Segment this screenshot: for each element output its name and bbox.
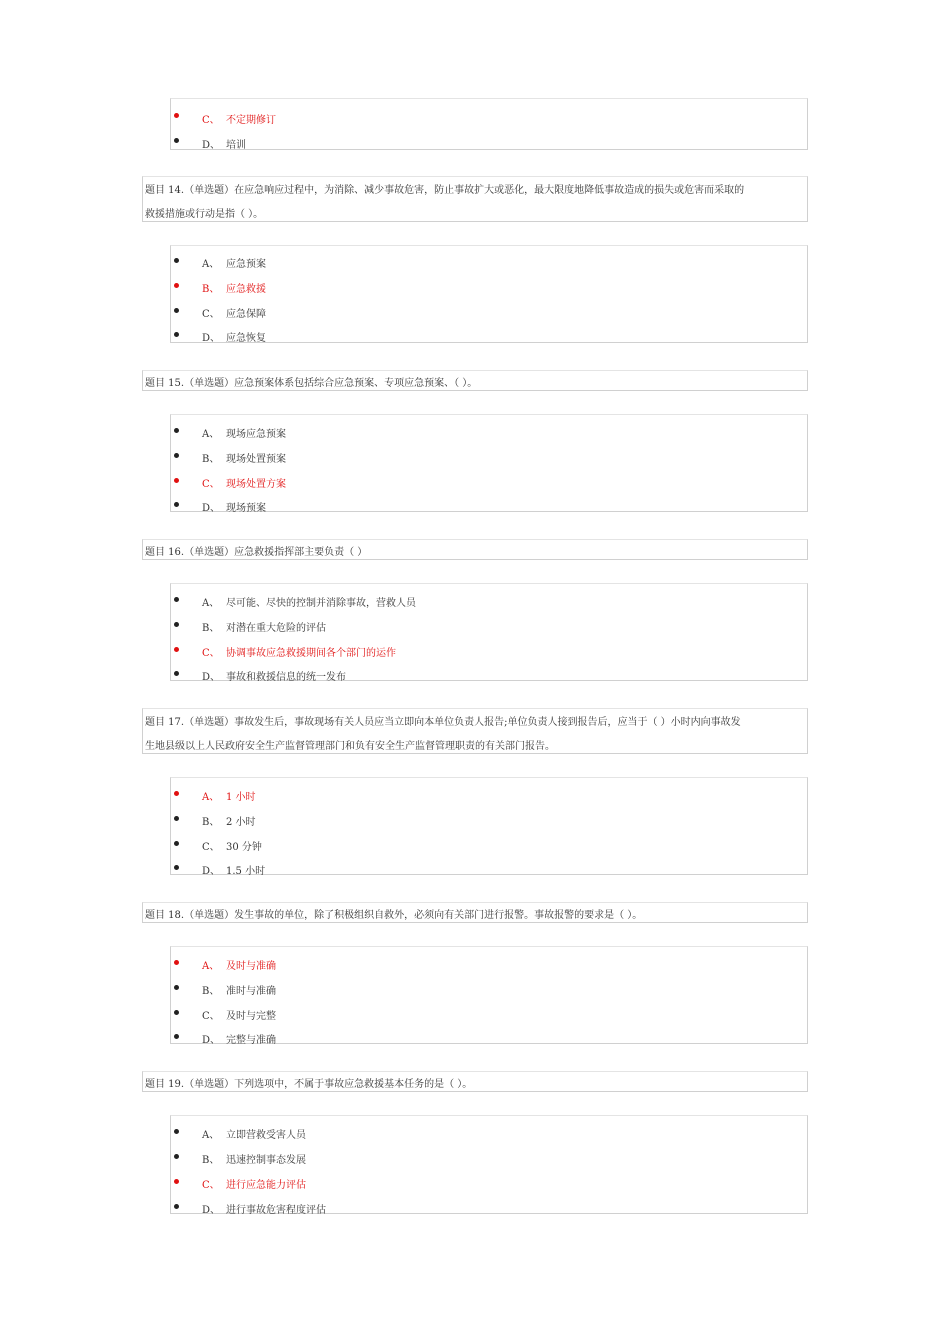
- bullet-icon: [174, 960, 179, 965]
- option-letter: B、: [202, 986, 220, 997]
- option-text: 1 小时: [226, 792, 256, 803]
- option-letter: B、: [202, 1155, 220, 1166]
- options-list-q16: [170, 583, 808, 681]
- option-letter: B、: [202, 284, 220, 295]
- option-letter: A、: [202, 961, 220, 972]
- option-letter: C、: [202, 309, 220, 320]
- bullet-icon: [174, 283, 179, 288]
- option-text: 进行应急能力评估: [226, 1180, 306, 1191]
- bullet-icon: [174, 671, 179, 676]
- option-text: 2 小时: [226, 817, 256, 828]
- bullet-icon: [174, 1204, 179, 1209]
- option-letter: D、: [202, 1035, 221, 1046]
- option-text: 现场处置预案: [226, 454, 286, 465]
- option-text: 应急预案: [226, 259, 266, 270]
- option-text: 不定期修订: [226, 115, 276, 126]
- option-letter: D、: [202, 503, 221, 514]
- option-text: 准时与准确: [226, 986, 276, 997]
- option-text: 进行事故危害程度评估: [226, 1205, 326, 1216]
- options-list-q14: [170, 245, 808, 343]
- bullet-icon: [174, 647, 179, 652]
- bullet-icon: [174, 1129, 179, 1134]
- option-text: 应急恢复: [226, 333, 266, 344]
- bullet-icon: [174, 332, 179, 337]
- question-text-line1: 题目 18.（单选题）发生事故的单位，除了积极组织自救外，必须向有关部门进行报警。事故报警的要求是（ ）。: [145, 910, 643, 921]
- option-text: 现场应急预案: [226, 429, 286, 440]
- question-text-line1: 题目 14.（单选题）在应急响应过程中，为消除、减少事故危害，防止事故扩大或恶化，最大限度地降低事故造成的损失或危害而采取的: [145, 185, 745, 196]
- question-text-line1: 题目 15.（单选题）应急预案体系包括综合应急预案、专项应急预案、（ ）。: [145, 378, 478, 389]
- option-text: 对潜在重大危险的评估: [226, 623, 326, 634]
- option-text: 迅速控制事态发展: [226, 1155, 306, 1166]
- option-letter: A、: [202, 598, 220, 609]
- bullet-icon: [174, 1179, 179, 1184]
- option-letter: D、: [202, 866, 221, 877]
- bullet-icon: [174, 1034, 179, 1039]
- option-letter: A、: [202, 429, 220, 440]
- options-list-q19: [170, 1115, 808, 1214]
- option-text: 培训: [226, 140, 246, 151]
- option-text: 尽可能、尽快的控制并消除事故，营救人员: [226, 598, 416, 609]
- option-text: 30 分钟: [226, 842, 262, 853]
- bullet-icon: [174, 308, 179, 313]
- question-text-line1: 题目 19.（单选题）下列选项中，不属于事故应急救援基本任务的是（ ）。: [145, 1079, 473, 1090]
- option-text: 及时与准确: [226, 961, 276, 972]
- question-16: [142, 539, 808, 560]
- option-text: 事故和救援信息的统一发布: [226, 672, 346, 683]
- bullet-icon: [174, 1010, 179, 1015]
- bullet-icon: [174, 1154, 179, 1159]
- question-text-line2: 生地县级以上人民政府安全生产监督管理部门和负有安全生产监督管理职责的有关部门报告。: [145, 741, 555, 752]
- bullet-icon: [174, 597, 179, 602]
- bullet-icon: [174, 622, 179, 627]
- bullet-icon: [174, 985, 179, 990]
- question-15: [142, 370, 808, 391]
- option-letter: C、: [202, 1180, 220, 1191]
- question-14: [142, 176, 808, 222]
- bullet-icon: [174, 453, 179, 458]
- option-text: 现场处置方案: [226, 479, 286, 490]
- option-letter: C、: [202, 648, 220, 659]
- bullet-icon: [174, 478, 179, 483]
- option-letter: B、: [202, 623, 220, 634]
- option-letter: A、: [202, 1130, 220, 1141]
- options-list-q15: [170, 414, 808, 512]
- bullet-icon: [174, 258, 179, 263]
- option-letter: C、: [202, 479, 220, 490]
- option-letter: B、: [202, 454, 220, 465]
- bullet-icon: [174, 428, 179, 433]
- option-letter: C、: [202, 1011, 220, 1022]
- bullet-icon: [174, 502, 179, 507]
- bullet-icon: [174, 138, 179, 143]
- option-text: 现场预案: [226, 503, 266, 514]
- question-text-line1: 题目 16.（单选题）应急救援指挥部主要负责（ ）: [145, 547, 368, 558]
- question-17: [142, 708, 808, 754]
- question-text-line1: 题目 17.（单选题）事故发生后，事故现场有关人员应当立即向本单位负责人报告;单位负责人接到报告后，应当于（ ）小时内向事故发: [145, 717, 741, 728]
- question-text-line2: 救援措施或行动是指（ ）。: [145, 209, 264, 220]
- option-letter: D、: [202, 333, 221, 344]
- bullet-icon: [174, 816, 179, 821]
- bullet-icon: [174, 841, 179, 846]
- option-text: 1.5 小时: [226, 866, 266, 877]
- option-text: 立即营救受害人员: [226, 1130, 306, 1141]
- option-letter: C、: [202, 842, 220, 853]
- question-18: [142, 902, 808, 923]
- options-list-q17: [170, 777, 808, 875]
- bullet-icon: [174, 113, 179, 118]
- option-text: 协调事故应急救援期间各个部门的运作: [226, 648, 396, 659]
- question-19: [142, 1071, 808, 1092]
- option-letter: C、: [202, 115, 220, 126]
- option-letter: B、: [202, 817, 220, 828]
- option-text: 完整与准确: [226, 1035, 276, 1046]
- option-letter: A、: [202, 259, 220, 270]
- option-text: 及时与完整: [226, 1011, 276, 1022]
- option-text: 应急保障: [226, 309, 266, 320]
- option-letter: D、: [202, 140, 221, 151]
- option-letter: A、: [202, 792, 220, 803]
- bullet-icon: [174, 865, 179, 870]
- options-list-q18: [170, 946, 808, 1044]
- bullet-icon: [174, 791, 179, 796]
- options-list-q13: [170, 98, 808, 150]
- option-letter: D、: [202, 1205, 221, 1216]
- option-text: 应急救援: [226, 284, 266, 295]
- option-letter: D、: [202, 672, 221, 683]
